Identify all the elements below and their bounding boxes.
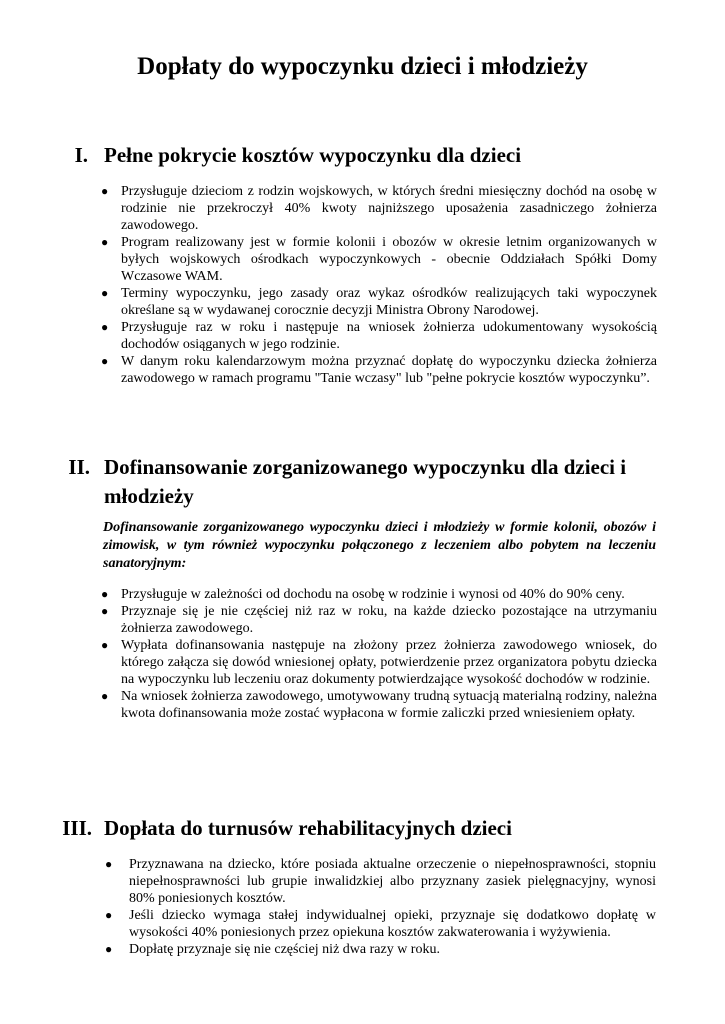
list-item [101, 586, 657, 603]
bullet-icon: ● [101, 184, 109, 198]
section-heading-3 [0, 814, 725, 843]
section-number: III. [62, 816, 92, 840]
list-item [101, 285, 657, 319]
list-item [101, 353, 657, 387]
list-item-text: Przyznawana na dziecko, które posiada aktualne orzeczenie o niepełnosprawności, stopniu niepełnosprawności lub grupie inwalidzkiej albo przyznany zasiek pielęgnacyjny, wynosi 80% poniesionych kosztów. [129, 857, 656, 906]
section-intro: Dofinansowanie zorganizowanego wypoczynku dzieci i młodzieży w formie kolonii, obozów i zimowisk, w tym również wypoczynku połączonego z leczeniem albo pobytem na leczeniu sanatoryjnym: [103, 520, 656, 571]
list-item-text: Przysługuje w zależności od dochodu na osobę w rodzinie i wynosi od 40% do 90% ceny. [121, 587, 625, 602]
bullet-icon: ● [101, 286, 109, 300]
section-number: II. [68, 455, 90, 479]
list-item-text: Przyznaje się je nie częściej niż raz w roku, na każde dziecko pozostające na utrzymaniu żołnierza zawodowego. [121, 604, 657, 636]
section-heading-1 [0, 141, 725, 170]
bullet-list-3 [105, 856, 656, 958]
section-heading-2 [0, 453, 725, 511]
section-number: I. [74, 143, 88, 167]
bullet-icon: ● [101, 235, 109, 249]
section-title: Dopłata do turnusów rehabilitacyjnych dzieci [104, 816, 512, 840]
list-item-text: W danym roku kalendarzowym można przyznać dopłatę do wypoczynku dziecka żołnierza zawodowego w ramach programu "Tanie wczasy" lub "pełne pokrycie kosztów wypoczynku”. [121, 354, 657, 386]
list-item [105, 941, 656, 958]
bullet-icon: ● [101, 689, 109, 703]
list-item [101, 234, 657, 285]
list-item [101, 603, 657, 637]
bullet-icon: ● [105, 908, 113, 922]
list-item-text: Przysługuje raz w roku i następuje na wniosek żołnierza udokumentowany wysokością dochodów osiąganych w jego rodzinie. [121, 320, 657, 352]
bullet-icon: ● [105, 942, 113, 956]
list-item-text: Przysługuje dzieciom z rodzin wojskowych, w których średni miesięczny dochód na osobę w rodzinie nie przekroczył 40% kwoty najniższego uposażenia zasadniczego żołnierza zawodowego. [121, 184, 657, 233]
list-item-text: Wypłata dofinansowania następuje na złożony przez żołnierza zawodowego wniosek, do którego załącza się dowód wniesionej opłaty, potwierdzenie przez organizatora pobytu dziecka na wypoczynku lub leczeniu oraz dokumenty potwierdzające wysokość dochodów w rodzinie. [121, 638, 657, 687]
bullet-list-1 [101, 183, 657, 387]
list-item [105, 907, 656, 941]
bullet-icon: ● [101, 604, 109, 618]
list-item [101, 688, 657, 722]
list-item [101, 319, 657, 353]
list-item [101, 183, 657, 234]
bullet-icon: ● [101, 638, 109, 652]
list-item-text: Na wniosek żołnierza zawodowego, umotywowany trudną sytuacją materialną rodziny, należna kwota dofinansowania może zostać wypłacona w formie zaliczki przed wniesieniem opłaty. [121, 689, 657, 721]
bullet-list-2 [101, 586, 657, 722]
page-title: Dopłaty do wypoczynku dzieci i młodzieży [137, 53, 588, 80]
section-title: Dofinansowanie zorganizowanego wypoczynku dla dzieci i młodzieży [104, 455, 627, 508]
list-item [101, 637, 657, 688]
list-item-text: Terminy wypoczynku, jego zasady oraz wykaz ośrodków realizujących taki wypoczynek określane są w wydawanej corocznie decyzji Ministra Obrony Narodowej. [121, 286, 657, 318]
list-item-text: Program realizowany jest w formie kolonii i obozów w okresie letnim organizowanych w byłych wojskowych ośrodkach wypoczynkowych - obecnie Oddziałach Spółki Domy Wczasowe WAM. [121, 235, 657, 284]
bullet-icon: ● [105, 857, 113, 871]
list-item-text: Jeśli dziecko wymaga stałej indywidualnej opieki, przyznaje się dodatkowo dopłatę w wysokości 40% poniesionych przez opiekuna kosztów zakwaterowania i wyżywienia. [129, 908, 656, 940]
bullet-icon: ● [101, 354, 109, 368]
list-item-text: Dopłatę przyznaje się nie częściej niż dwa razy w roku. [129, 942, 440, 957]
section-title: Pełne pokrycie kosztów wypoczynku dla dzieci [104, 143, 522, 167]
list-item [105, 856, 656, 907]
bullet-icon: ● [101, 587, 109, 601]
bullet-icon: ● [101, 320, 109, 334]
